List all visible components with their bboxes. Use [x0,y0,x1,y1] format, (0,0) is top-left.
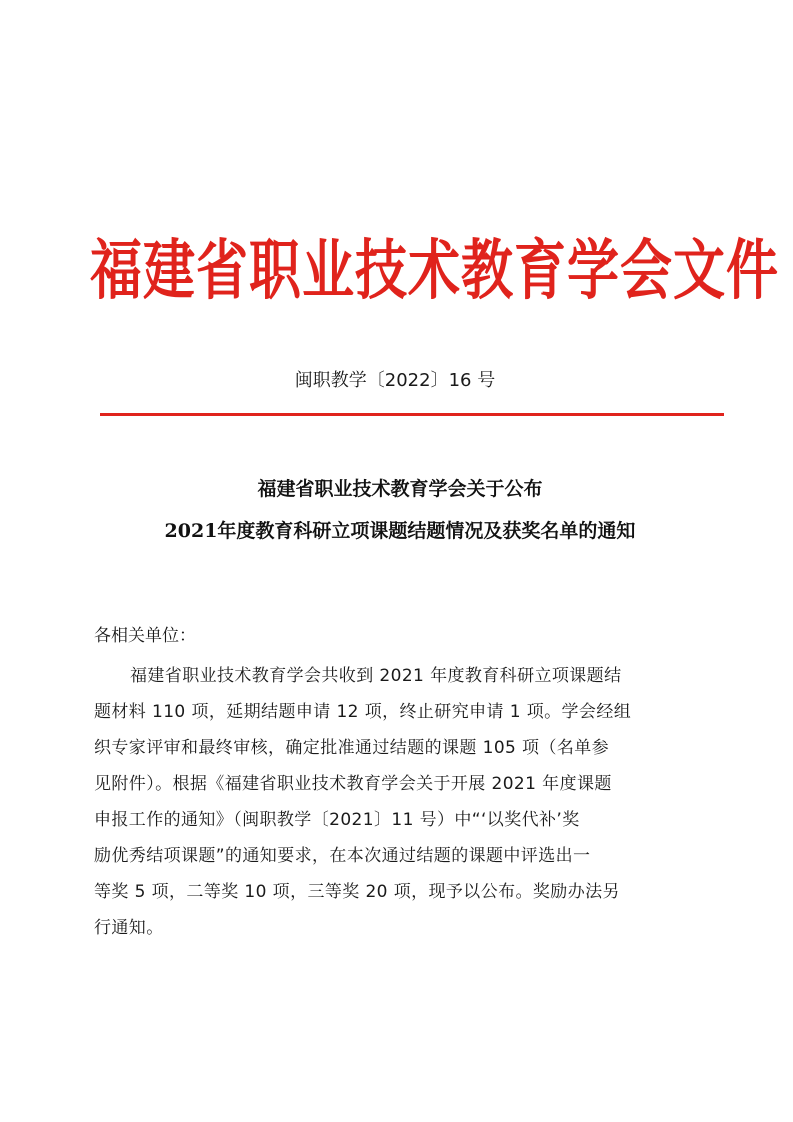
body-line: 行通知。 [94,918,164,938]
body-line: 励优秀结项课题”的通知要求，在本次通过结题的课题中评选出一 [94,846,591,866]
body-line: 福建省职业技术教育学会共收到 2021 年度教育科研立项课题结 [130,666,622,686]
notice-title-line-2: 2021年度教育科研立项课题结题情况及获奖名单的通知 [164,520,636,542]
body-line: 见附件）。根据《福建省职业技术教育学会关于开展 2021 年度课题 [94,774,612,794]
body-line: 题材料 110 项，延期结题申请 12 项，终止研究申请 1 项。学会经组 [94,702,632,722]
notice-title-line-1: 福建省职业技术教育学会关于公布 [257,478,543,500]
body-paragraph [94,658,704,946]
org-document-header: 福建省职业技术教育学会文件 [90,232,780,309]
salutation: 各相关单位： [94,626,196,646]
body-line: 织专家评审和最终审核，确定批准通过结题的课题 105 项（名单参 [94,738,610,758]
header-divider [100,413,724,416]
document-number: 闽职教学〔2022〕16 号 [294,370,496,391]
body-line: 申报工作的通知》（闽职教学〔2021〕11 号）中“‘以奖代补’奖 [94,810,580,830]
body-line: 等奖 5 项，二等奖 10 项，三等奖 20 项，现予以公布。奖励办法另 [94,882,620,902]
